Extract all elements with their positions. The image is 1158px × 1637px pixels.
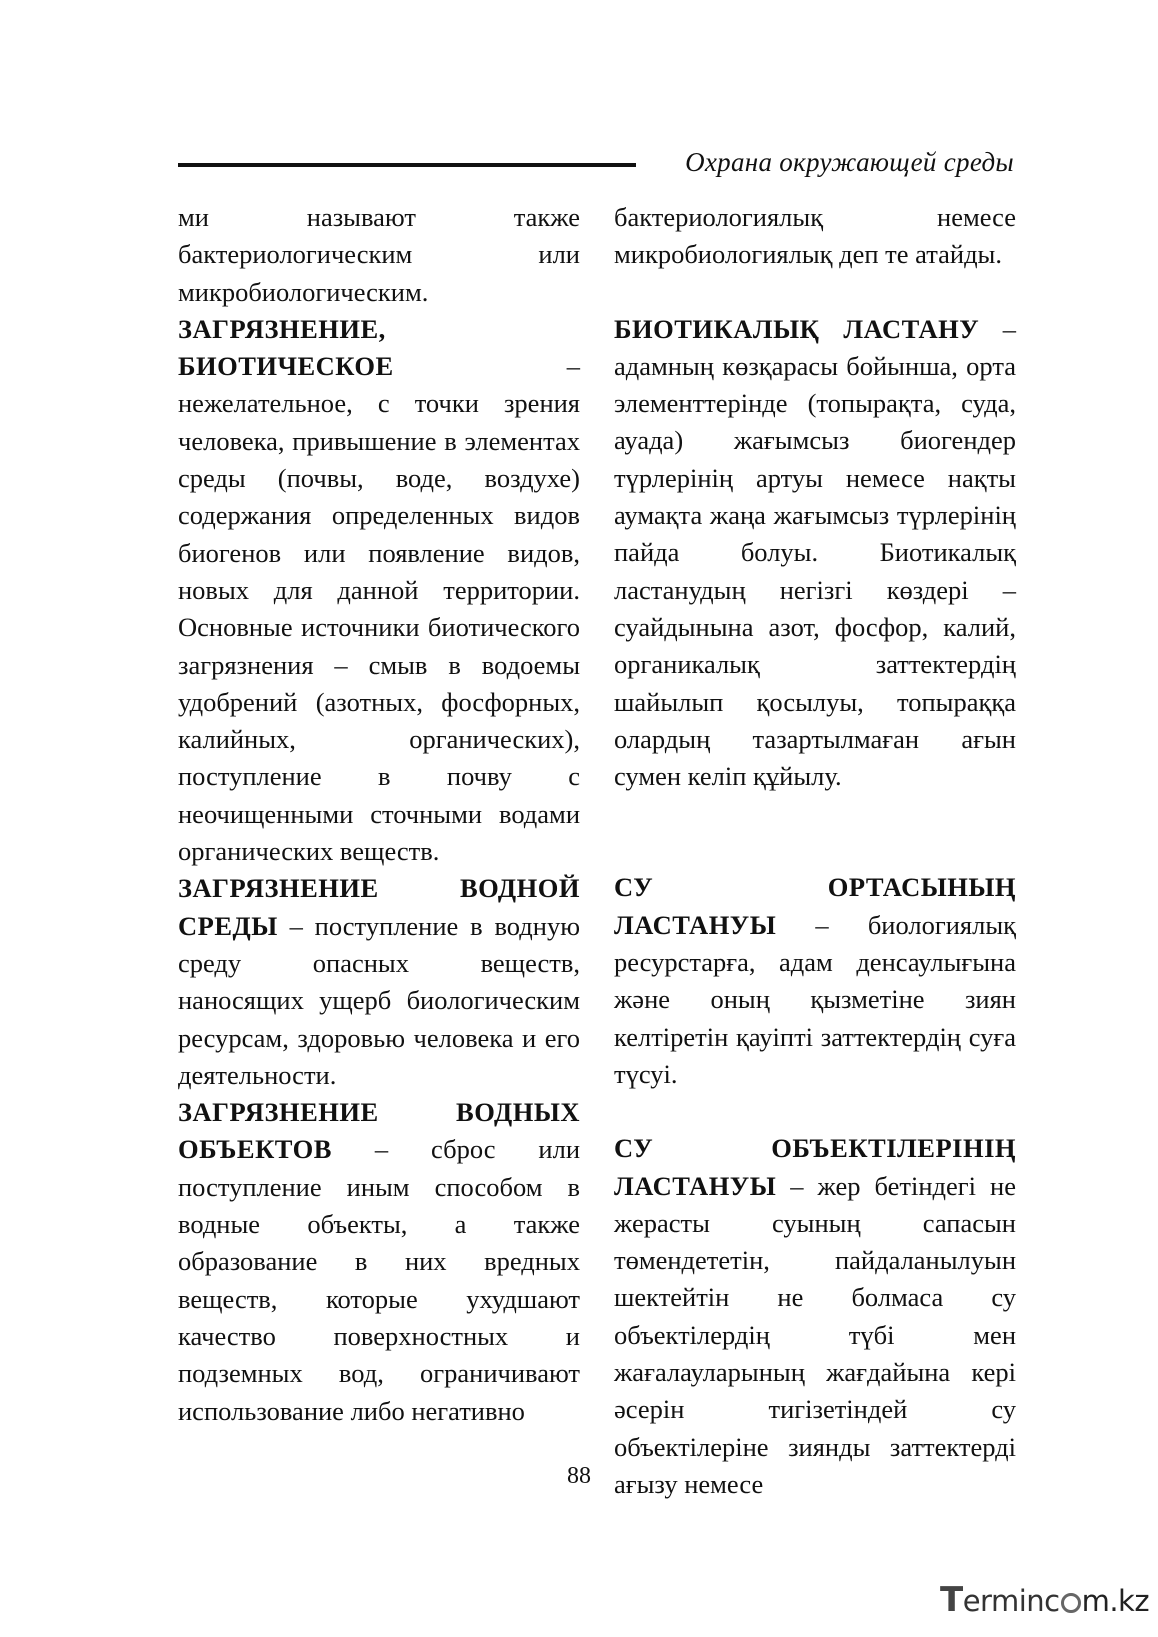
watermark-magnifier-icon <box>1061 1593 1081 1613</box>
page-number: 88 <box>567 1463 591 1489</box>
kz-entry-water-environment-pollution <box>614 869 1016 1093</box>
ru-entry-continuation <box>178 199 580 311</box>
ru-entry-term: ЗАГРЯЗНЕНИЕ, БИОТИЧЕСКОЕ <box>178 313 394 382</box>
running-header-title: Охрана окружающей среды <box>685 147 1014 177</box>
ru-entry-definition: – поступление в водную среду опасных веществ, наносящих ущерб биологическим ресурсам, здоровью человека и его деятельности. <box>178 910 580 1090</box>
ru-entry-term: ЗАГРЯЗНЕНИЕ ВОДНЫХ ОБЪЕКТОВ <box>178 1097 580 1165</box>
kz-entry-water-objects-pollution <box>614 1130 1016 1503</box>
kz-entry-definition: – адамның көзқарасы бойынша, орта элементтерінде (топырақта, суда, ауада) жағымсыз биогендер түрлерінің артуы немесе нақты аумақта жаңа жағымсыз түрлерінің пайда болуы. Биотикалық ластанудың негізгі көздері – суайдынына азот, фосфор, калий, органикалық заттектердің шайылып қосылуы, топыраққа олардың тазартылмаған ағын сумен келіп құйылу. <box>614 313 1016 792</box>
watermark-domain: m.kz <box>1081 1584 1150 1618</box>
russian-column <box>178 0 580 1430</box>
kazakh-column <box>614 0 1016 1503</box>
kz-entry-definition: бактериологиялық немесе микробиологиялық деп те атайды. <box>614 202 1016 270</box>
kz-entry-term: СУ ОБЪЕКТІЛЕРІНІҢ ЛАСТАНУЫ <box>614 1133 1016 1201</box>
ru-entry-definition: – нежелательное, с точки зрения человека, привышение в элементах среды (почвы, воде, воздухе) содержания определенных видов биогенов или появление видов, новых для данной территории. Основные источники биотического загрязнения – смыв в водоемы удобрений (азотных, фосфорных, калийных, органических), поступление в почву с неочищенными сточными водами органических веществ. <box>178 351 580 867</box>
ru-entry-definition: ми называют также бактериологическим или микробиологическим. <box>178 202 580 307</box>
kz-entry-definition: – биологиялық ресурстарға, адам денсаулығына және оның қызметіне зиян келтіретін қауіпті заттектердің суға түсуі. <box>614 909 1016 1089</box>
watermark-letter: T <box>940 1580 963 1620</box>
kz-entry-continuation <box>614 199 1016 274</box>
ru-entry-water-objects-pollution <box>178 1094 580 1430</box>
ru-entry-definition: – сброс или поступление иным способом в водные объекты, а также образование в них вредных веществ, которые ухудшают качество поверхностных и подземных вод, ограничивают использование либо негативно <box>178 1134 580 1426</box>
ru-entry-term: ЗАГРЯЗНЕНИЕ ВОДНОЙ СРЕДЫ <box>178 873 580 941</box>
kz-entry-term: БИОТИКАЛЫҚ ЛАСТАНУ <box>614 313 980 344</box>
ru-entry-water-environment-pollution <box>178 870 580 1094</box>
kz-entry-definition: – жер бетіндегі не жерасты суының сапасын төмендететін, пайдаланылуын шектейтін не болмаса су объектілердің түбі мен жағалауларының жағдайына кері әсерін тигізетіндей су объектілеріне зиянды заттектерді ағызу немесе <box>614 1170 1016 1499</box>
termincom-watermark-logo <box>940 1580 1150 1620</box>
ru-entry-biotic-pollution <box>178 311 580 870</box>
kz-entry-term: СУ ОРТАСЫНЫҢ ЛАСТАНУЫ <box>614 872 1016 940</box>
watermark-middle: erminc <box>962 1584 1060 1618</box>
kz-entry-biotic-pollution <box>614 311 1016 796</box>
